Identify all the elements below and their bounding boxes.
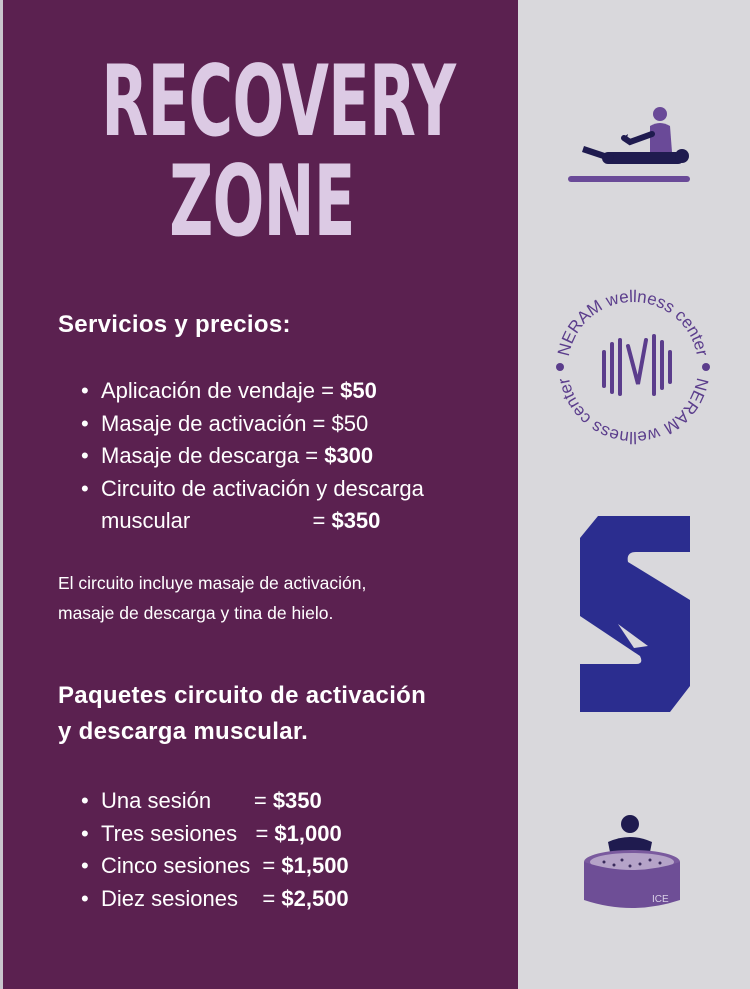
svg-text:NERAM wellness center xyxy=(554,287,712,358)
list-item: • Una sesión = $350 xyxy=(81,788,322,813)
svg-text:NERAM wellness center xyxy=(554,376,712,447)
services-list xyxy=(81,375,424,538)
right-panel xyxy=(518,0,750,989)
list-item: • Cinco sesiones = $1,500 xyxy=(81,853,349,878)
logo-text-top: NERAM wellness center xyxy=(553,286,712,358)
list-item: • Tres sesiones = $1,000 xyxy=(81,820,342,846)
list-item: • Aplicación de vendaje = $50 xyxy=(81,378,377,403)
list-item: • Masaje de activación = $50 xyxy=(81,410,369,436)
list-item: • Circuito de activación y descarga xyxy=(81,475,424,501)
packages-heading-line1: Paquetes circuito de activación xyxy=(58,682,427,709)
list-item-continuation: muscular = $350 xyxy=(101,508,381,533)
massage-table-icon xyxy=(562,102,694,186)
s-letter-logo xyxy=(578,516,694,712)
list-item: • Diez sesiones = $2,500 xyxy=(81,885,349,911)
packages-heading-line2: y descarga muscular. xyxy=(58,718,309,745)
ice-label: ICE xyxy=(652,894,669,905)
services-heading: Servicios y precios: xyxy=(58,311,291,338)
circuit-note: El circuito incluye masaje de activación, masaje de descarga y tina de hielo. xyxy=(58,573,367,623)
neram-wellness-logo xyxy=(538,272,728,462)
packages-list xyxy=(81,785,349,915)
logo-text-bottom: NERAM wellness center xyxy=(554,376,713,448)
page-title-line2: ZONE xyxy=(169,145,355,259)
list-item: • Masaje de descarga = $300 xyxy=(81,443,374,468)
page-title-line1: RECOVERY xyxy=(101,45,456,159)
ice-bath-icon xyxy=(582,812,682,916)
